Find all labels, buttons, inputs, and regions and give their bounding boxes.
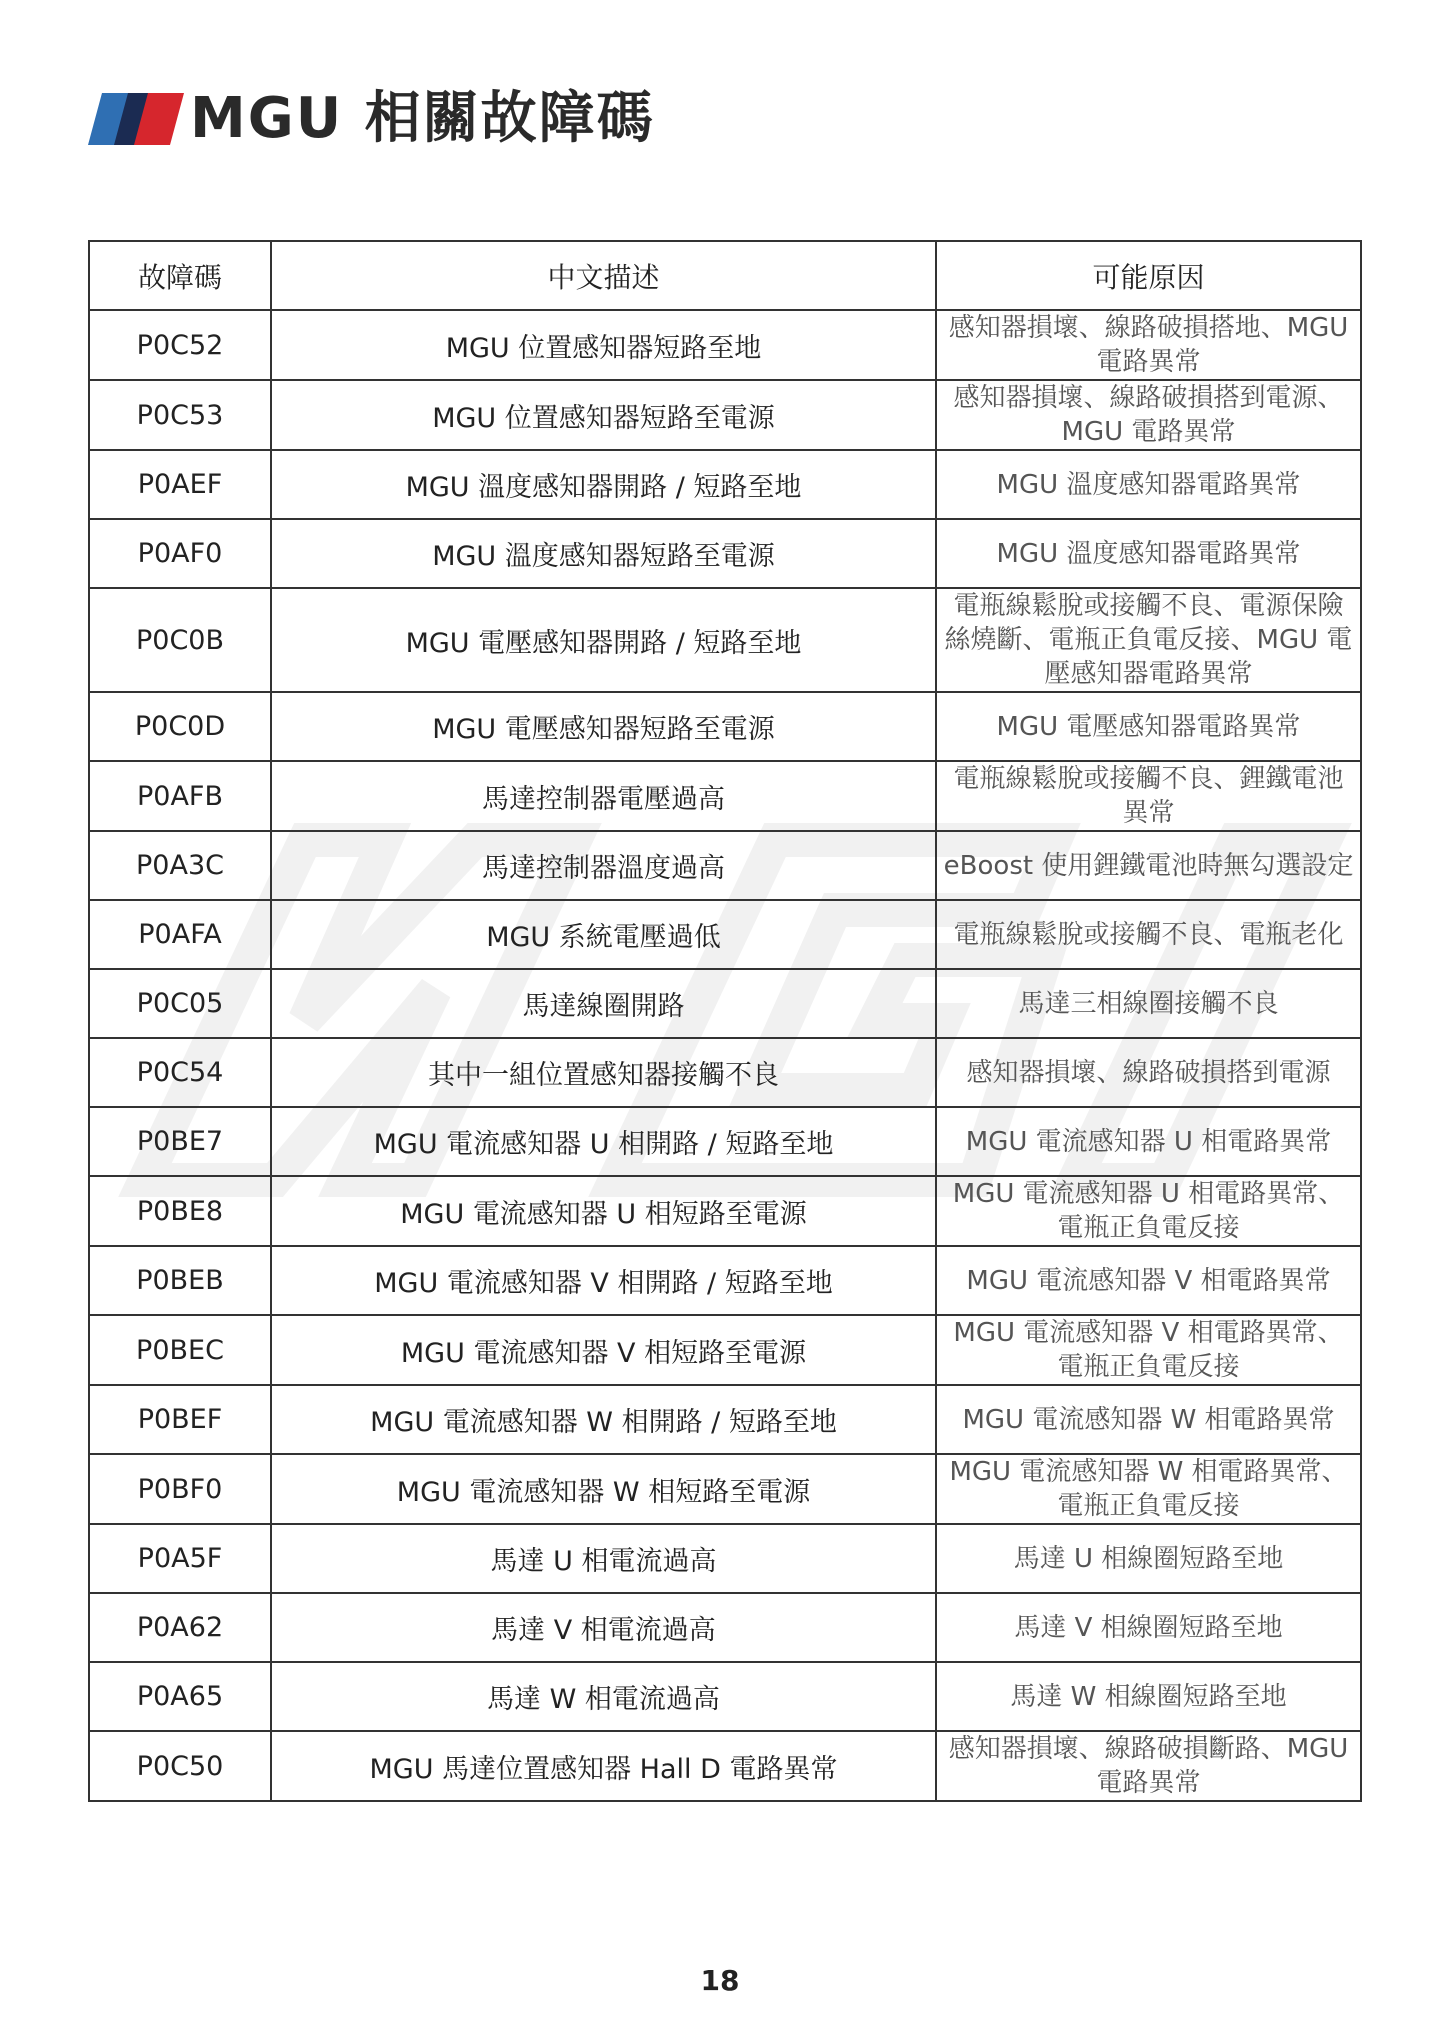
- cell-description: 馬達 V 相電流過高: [271, 1593, 936, 1662]
- cell-possible-cause: MGU 電流感知器 W 相電路異常、電瓶正負電反接: [936, 1454, 1361, 1524]
- column-header-code: 故障碼: [89, 241, 271, 310]
- cell-fault-code: P0BEB: [89, 1246, 271, 1315]
- cell-possible-cause: 馬達 V 相線圈短路至地: [936, 1593, 1361, 1662]
- table-row: [89, 1662, 1361, 1731]
- cell-fault-code: P0C54: [89, 1038, 271, 1107]
- cell-fault-code: P0C0B: [89, 588, 271, 692]
- cell-description: MGU 電流感知器 U 相短路至電源: [271, 1176, 936, 1246]
- table-row: [89, 900, 1361, 969]
- table-row: [89, 380, 1361, 450]
- cell-description: 馬達 U 相電流過高: [271, 1524, 936, 1593]
- cell-possible-cause: MGU 電流感知器 V 相電路異常: [936, 1246, 1361, 1315]
- cell-fault-code: P0C0D: [89, 692, 271, 761]
- cell-fault-code: P0AF0: [89, 519, 271, 588]
- cell-description: MGU 電流感知器 W 相開路 / 短路至地: [271, 1385, 936, 1454]
- cell-possible-cause: eBoost 使用鋰鐵電池時無勾選設定: [936, 831, 1361, 900]
- brand-stripes-logo: [88, 93, 184, 145]
- cell-fault-code: P0A3C: [89, 831, 271, 900]
- column-header-cause: 可能原因: [936, 241, 1361, 310]
- table-row: [89, 450, 1361, 519]
- table-row: [89, 1385, 1361, 1454]
- cell-possible-cause: 感知器損壞、線路破損搭地、MGU 電路異常: [936, 310, 1361, 380]
- table-row: [89, 969, 1361, 1038]
- cell-description: MGU 電壓感知器短路至電源: [271, 692, 936, 761]
- cell-possible-cause: 感知器損壞、線路破損斷路、MGU 電路異常: [936, 1731, 1361, 1801]
- cell-possible-cause: MGU 溫度感知器電路異常: [936, 519, 1361, 588]
- cell-description: MGU 位置感知器短路至電源: [271, 380, 936, 450]
- cell-fault-code: P0C53: [89, 380, 271, 450]
- cell-possible-cause: 感知器損壞、線路破損搭到電源、MGU 電路異常: [936, 380, 1361, 450]
- table-row: [89, 1315, 1361, 1385]
- cell-fault-code: P0A5F: [89, 1524, 271, 1593]
- cell-description: 馬達控制器電壓過高: [271, 761, 936, 831]
- cell-fault-code: P0C05: [89, 969, 271, 1038]
- table-row: [89, 1246, 1361, 1315]
- cell-fault-code: P0AEF: [89, 450, 271, 519]
- table-row: [89, 1524, 1361, 1593]
- cell-possible-cause: MGU 溫度感知器電路異常: [936, 450, 1361, 519]
- cell-fault-code: P0AFA: [89, 900, 271, 969]
- cell-fault-code: P0BEC: [89, 1315, 271, 1385]
- cell-possible-cause: 電瓶線鬆脫或接觸不良、電瓶老化: [936, 900, 1361, 969]
- cell-possible-cause: MGU 電流感知器 U 相電路異常: [936, 1107, 1361, 1176]
- fault-code-table: [88, 240, 1362, 1802]
- cell-possible-cause: 馬達 W 相線圈短路至地: [936, 1662, 1361, 1731]
- cell-description: MGU 電流感知器 W 相短路至電源: [271, 1454, 936, 1524]
- cell-fault-code: P0C52: [89, 310, 271, 380]
- cell-possible-cause: 馬達三相線圈接觸不良: [936, 969, 1361, 1038]
- page-header: [88, 86, 655, 152]
- cell-description: MGU 馬達位置感知器 Hall D 電路異常: [271, 1731, 936, 1801]
- table-row: [89, 1731, 1361, 1801]
- cell-description: MGU 電流感知器 U 相開路 / 短路至地: [271, 1107, 936, 1176]
- page-title: MGU 相關故障碼: [190, 86, 655, 151]
- table-row: [89, 1038, 1361, 1107]
- cell-description: MGU 電流感知器 V 相短路至電源: [271, 1315, 936, 1385]
- cell-fault-code: P0BE8: [89, 1176, 271, 1246]
- table-row: [89, 692, 1361, 761]
- cell-fault-code: P0A62: [89, 1593, 271, 1662]
- cell-fault-code: P0C50: [89, 1731, 271, 1801]
- table-row: [89, 588, 1361, 692]
- cell-fault-code: P0BEF: [89, 1385, 271, 1454]
- cell-possible-cause: 感知器損壞、線路破損搭到電源: [936, 1038, 1361, 1107]
- table-row: [89, 1454, 1361, 1524]
- cell-description: MGU 溫度感知器短路至電源: [271, 519, 936, 588]
- cell-fault-code: P0BF0: [89, 1454, 271, 1524]
- cell-possible-cause: 電瓶線鬆脫或接觸不良、電源保險絲燒斷、電瓶正負電反接、MGU 電壓感知器電路異常: [936, 588, 1361, 692]
- cell-description: 其中一組位置感知器接觸不良: [271, 1038, 936, 1107]
- cell-description: MGU 溫度感知器開路 / 短路至地: [271, 450, 936, 519]
- cell-possible-cause: MGU 電流感知器 V 相電路異常、電瓶正負電反接: [936, 1315, 1361, 1385]
- cell-possible-cause: MGU 電壓感知器電路異常: [936, 692, 1361, 761]
- cell-description: 馬達 W 相電流過高: [271, 1662, 936, 1731]
- cell-possible-cause: MGU 電流感知器 W 相電路異常: [936, 1385, 1361, 1454]
- table-row: [89, 310, 1361, 380]
- table-row: [89, 519, 1361, 588]
- cell-possible-cause: 電瓶線鬆脫或接觸不良、鋰鐵電池異常: [936, 761, 1361, 831]
- table-row: [89, 831, 1361, 900]
- table-row: [89, 1593, 1361, 1662]
- table-row: [89, 761, 1361, 831]
- table-body: [89, 310, 1361, 1801]
- cell-description: MGU 電流感知器 V 相開路 / 短路至地: [271, 1246, 936, 1315]
- cell-description: MGU 電壓感知器開路 / 短路至地: [271, 588, 936, 692]
- cell-possible-cause: MGU 電流感知器 U 相電路異常、電瓶正負電反接: [936, 1176, 1361, 1246]
- cell-description: MGU 系統電壓過低: [271, 900, 936, 969]
- cell-description: 馬達線圈開路: [271, 969, 936, 1038]
- cell-possible-cause: 馬達 U 相線圈短路至地: [936, 1524, 1361, 1593]
- column-header-description: 中文描述: [271, 241, 936, 310]
- cell-description: 馬達控制器溫度過高: [271, 831, 936, 900]
- table-row: [89, 1176, 1361, 1246]
- cell-description: MGU 位置感知器短路至地: [271, 310, 936, 380]
- page-number: 18: [700, 1964, 740, 1997]
- table-header-row: [89, 241, 1361, 310]
- table-row: [89, 1107, 1361, 1176]
- cell-fault-code: P0A65: [89, 1662, 271, 1731]
- cell-fault-code: P0AFB: [89, 761, 271, 831]
- cell-fault-code: P0BE7: [89, 1107, 271, 1176]
